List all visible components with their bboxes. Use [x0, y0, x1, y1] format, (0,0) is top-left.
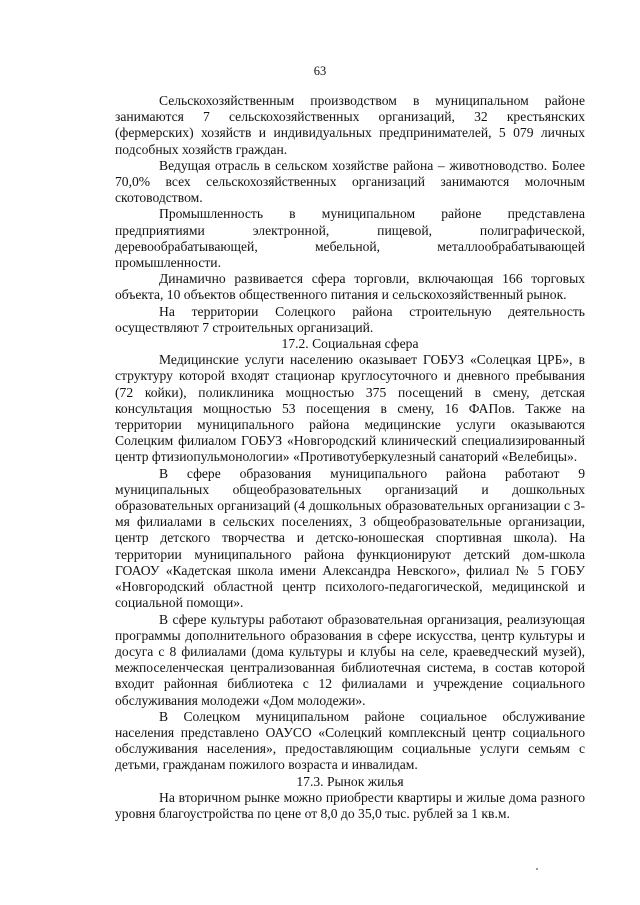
paragraph-culture: В сфере культуры работают образовательная организация, реализующая программы дополнительного образования в сфере искусства, центр культуры и досуга с 8 филиалами (дома культуры и клубы на селе, краеведческий музей), межпоселенческая централизованная библиотечная система, в состав которой входит районная библиотека с 12 филиалами и учреждение социального обслуживания молодежи «Дом молодежи». [115, 611, 585, 708]
section-heading-social: 17.2. Социальная сфера [281, 336, 419, 352]
paragraph-livestock: Ведущая отрасль в сельском хозяйстве района – животноводство. Более 70,0% всех сельскохозяйственных организаций занимаются молочным скотоводством. [115, 157, 585, 206]
page-number: 63 [313, 64, 327, 78]
paragraph-construction: На территории Солецкого района строительную деятельность осуществляют 7 строительных организаций. [115, 303, 585, 335]
paragraph-social-service: В Солецком муниципальном районе социальное обслуживание населения представлено ОАУСО «Солецкий комплексный центр социального обслуживания населения», предоставляющим социальные услуги семьям с детьми, гражданам пожилого возраста и инвалидам. [115, 708, 585, 773]
scan-speck [536, 868, 538, 870]
document-body [115, 93, 585, 822]
paragraph-trade: Динамично развивается сфера торговли, включающая 166 торговых объекта, 10 объектов общественного питания и сельскохозяйственный рынок. [115, 271, 585, 303]
paragraph-education: В сфере образования муниципального района работают 9 муниципальных общеобразовательных организаций и дошкольных образовательных организаций (4 дошкольных образовательных организации с 3-мя филиалами в сельских поселениях, 3 общеобразовательные организации, центр детского творчества и детско-юношеская спортивная школа). На территории муниципального района функционируют детский дом-школа ГОАОУ «Кадетская школа имени Александра Невского», филиал № 5 ГОБУ «Новгородский областной центр психолого-педагогической, медицинской и социальной помощи». [115, 465, 585, 611]
paragraph-housing: На вторичном рынке можно приобрести квартиры и жилые дома разного уровня благоустройства по цене от 8,0 до 35,0 тыс. рублей за 1 кв.м. [115, 789, 585, 821]
section-heading-housing: 17.3. Рынок жилья [296, 773, 404, 789]
paragraph-medical: Медицинские услуги населению оказывает ГОБУЗ «Солецкая ЦРБ», в структуру которой входят стационар круглосуточного и дневного пребывания (72 койки), поликлиника мощностью 375 посещений в смену, детская консультация мощностью 53 посещения в смену, 16 ФАПов. Также на территории муниципального района медицинские услуги оказываются Солецким филиалом ГОБУЗ «Новгородский клинический специализированный центр фтизиопульмонологии» «Противотуберкулезный санаторий «Велебицы». [115, 352, 585, 465]
paragraph-agriculture: Сельскохозяйственным производством в муниципальном районе занимаются 7 сельскохозяйственных организаций, 32 крестьянских (фермерских) хозяйств и индивидуальных предпринимателей, 5 079 личных подсобных хозяйств граждан. [115, 93, 585, 157]
paragraph-industry: Промышленность в муниципальном районе представлена предприятиями электронной, пищевой, полиграфической, деревообрабатывающей, мебельной, металлообрабатывающей промышленности. [115, 206, 585, 271]
